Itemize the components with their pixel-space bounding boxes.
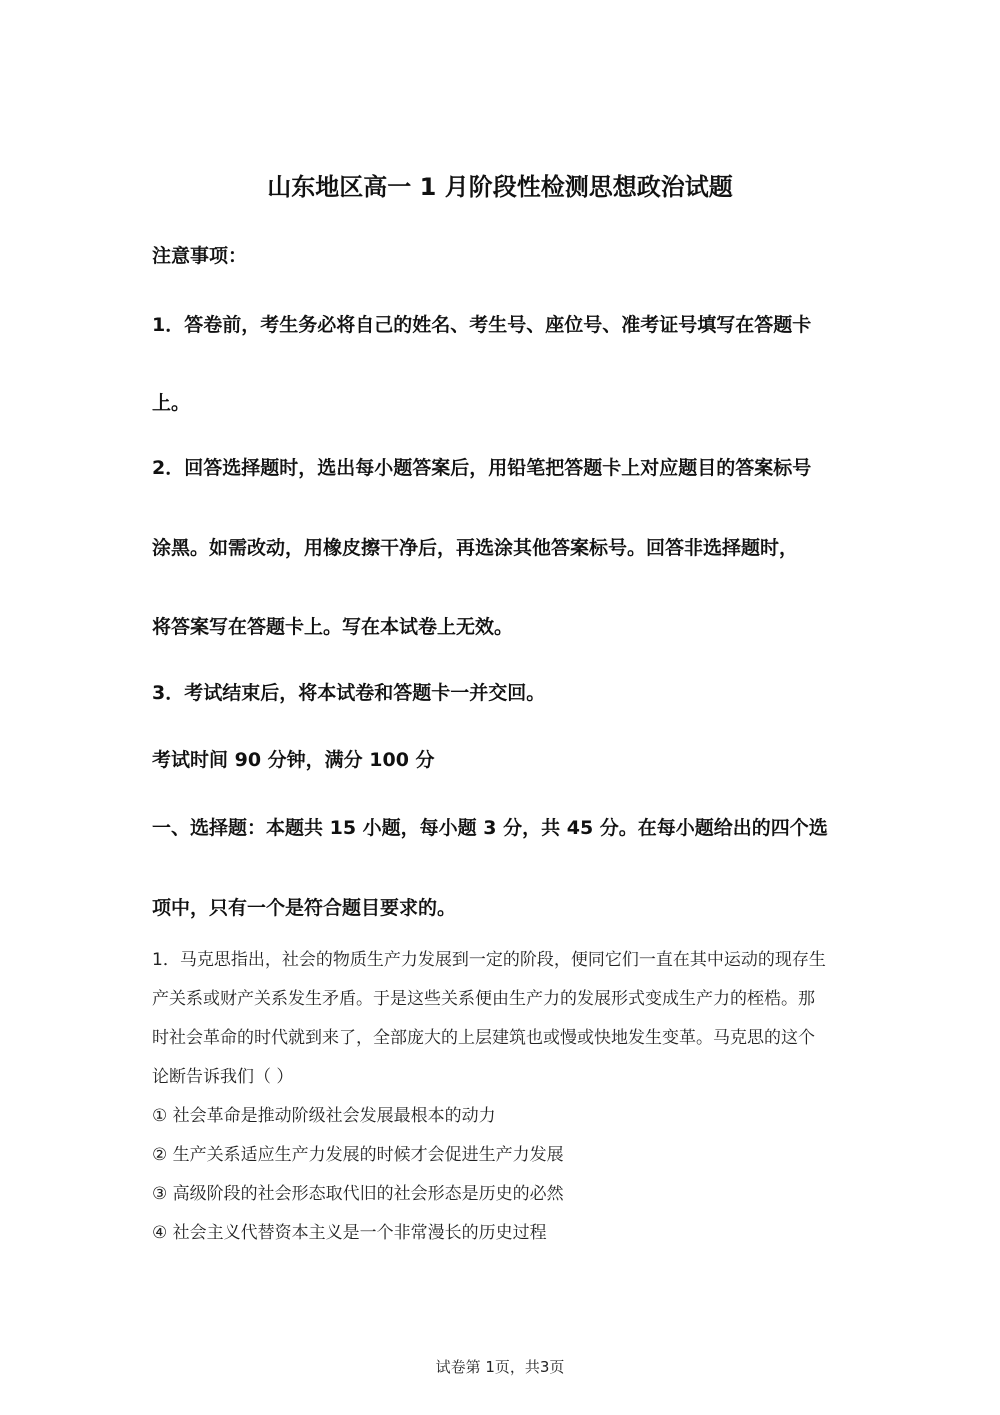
notice-item-2-line-2: 涂黑。如需改动，用橡皮擦干净后，再选涂其他答案标号。回答非选择题时， [152, 537, 799, 559]
question-1-option-2: ② 生产关系适应生产力发展的时候才会促进生产力发展 [152, 1145, 564, 1165]
notice-item-1-line-1: 1．答卷前，考生务必将自己的姓名、考生号、座位号、准考证号填写在答题卡 [152, 314, 812, 336]
notice-heading: 注意事项： [152, 245, 248, 267]
question-1-stem-line-3: 时社会革命的时代就到来了，全部庞大的上层建筑也或慢或快地发生变革。马克思的这个 [152, 1028, 815, 1048]
page-title: 山东地区高一 1 月阶段性检测思想政治试题 [267, 173, 733, 201]
section-1-instructions-line-1: 一、选择题：本题共 15 小题，每小题 3 分，共 45 分。在每小题给出的四个选 [152, 817, 828, 839]
question-1-stem-line-4: 论断告诉我们（ ） [152, 1067, 294, 1087]
section-1-instructions-line-2: 项中，只有一个是符合题目要求的。 [152, 897, 457, 919]
question-1-option-3: ③ 高级阶段的社会形态取代旧的社会形态是历史的必然 [152, 1184, 564, 1204]
notice-item-1-line-2: 上。 [152, 392, 191, 414]
question-1-option-4: ④ 社会主义代替资本主义是一个非常漫长的历史过程 [152, 1223, 547, 1243]
exam-time: 考试时间 90 分钟，满分 100 分 [152, 749, 435, 771]
question-1-option-1: ① 社会革命是推动阶级社会发展最根本的动力 [152, 1106, 496, 1126]
notice-item-2-line-3: 将答案写在答题卡上。写在本试卷上无效。 [152, 616, 514, 638]
page-footer: 试卷第 1页，共3页 [435, 1358, 565, 1376]
question-1-stem-line-2: 产关系或财产关系发生矛盾。于是这些关系便由生产力的发展形式变成生产力的桎梏。那 [152, 989, 815, 1009]
notice-item-3: 3．考试结束后，将本试卷和答题卡一并交回。 [152, 682, 546, 704]
question-1-stem-line-1: 1．马克思指出，社会的物质生产力发展到一定的阶段，便同它们一直在其中运动的现存生 [152, 950, 826, 970]
notice-item-2-line-1: 2．回答选择题时，选出每小题答案后，用铅笔把答题卡上对应题目的答案标号 [152, 457, 812, 479]
